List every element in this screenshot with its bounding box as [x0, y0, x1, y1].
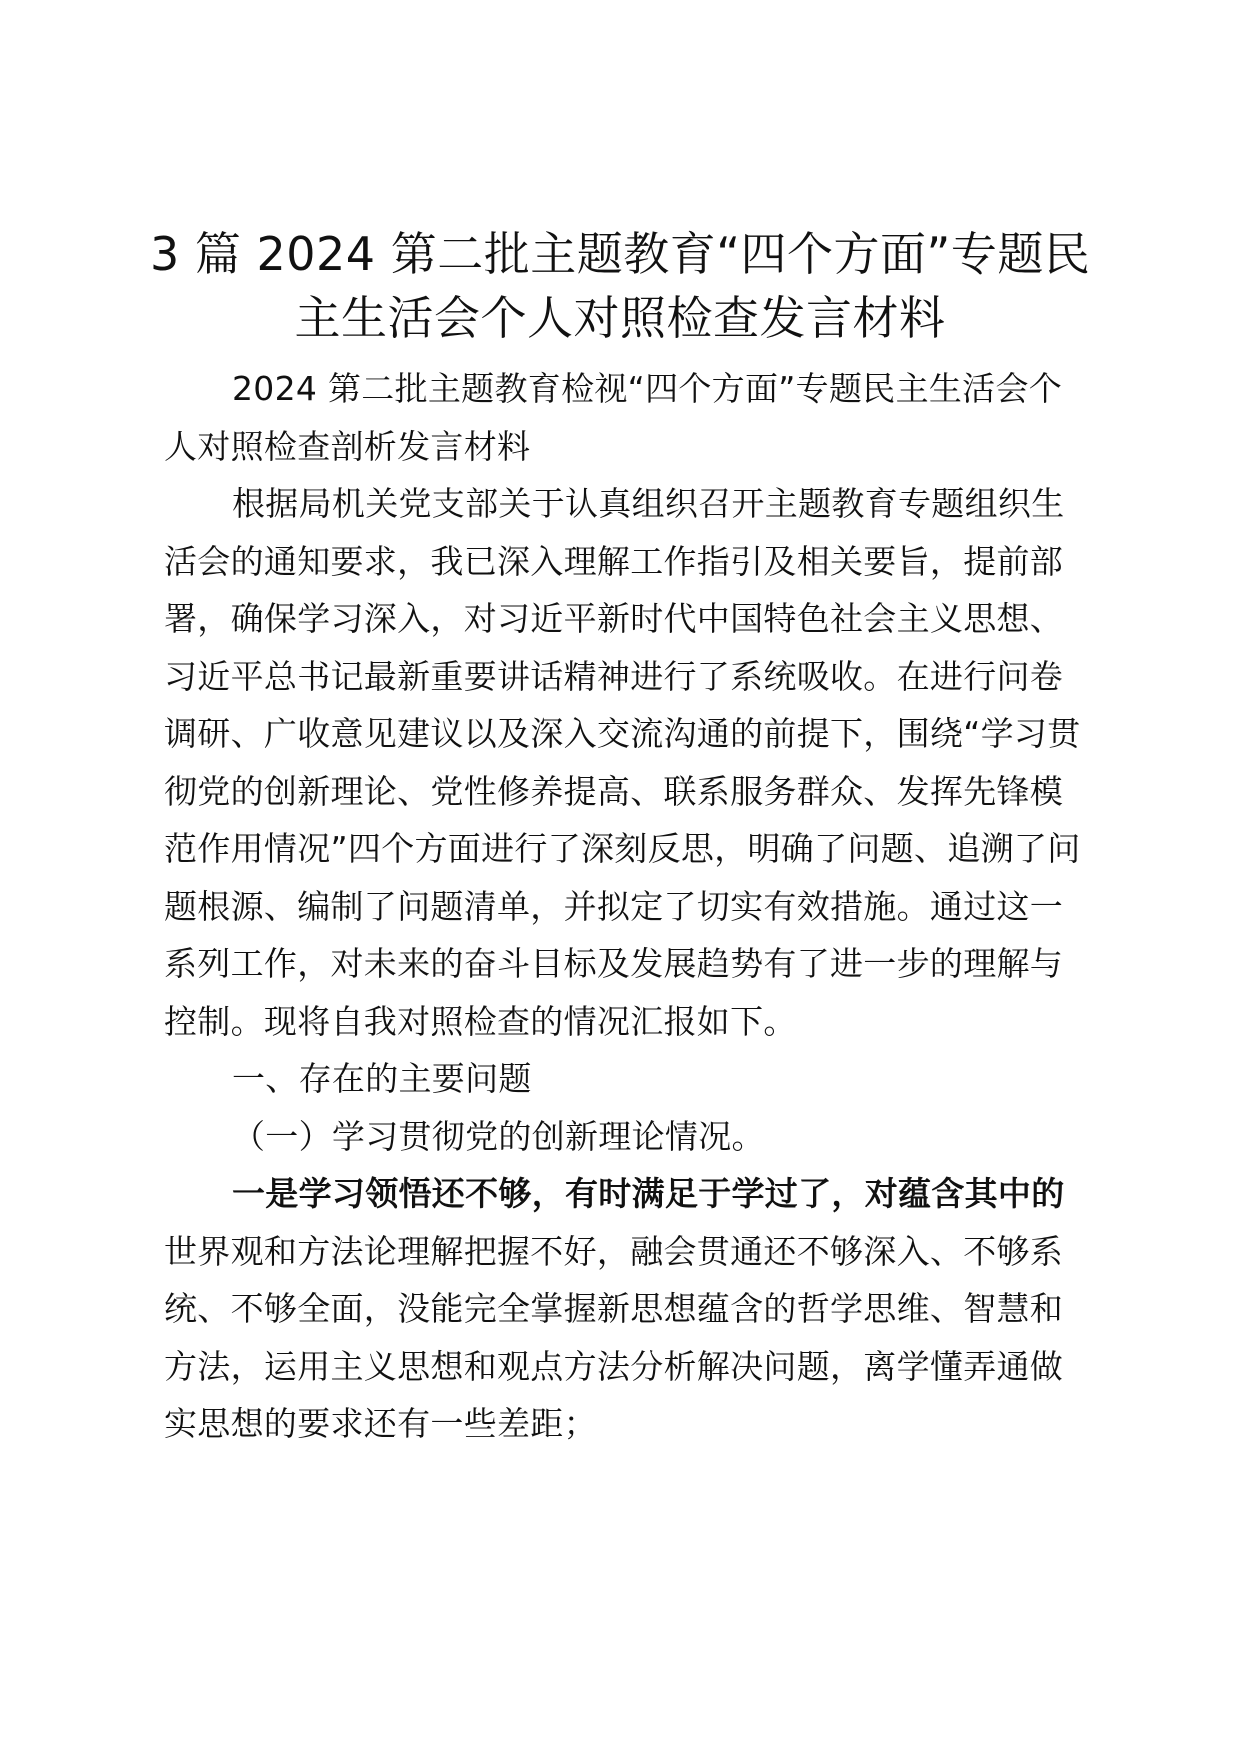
point-paragraph	[164, 1165, 1084, 1453]
paragraph-line: 世界观和方法论理解把握不好，融会贯通还不够深入、不够系	[164, 1231, 1064, 1271]
paragraph-line: 习近平总书记最新重要讲话精神进行了系统吸收。在进行问卷	[164, 656, 1064, 696]
paragraph-line: 实思想的要求还有一些差距；	[164, 1404, 597, 1443]
paragraph-line: 范作用情况”四个方面进行了深刻反思，明确了问题、追溯了问	[164, 829, 1081, 868]
paragraph-line: 统、不够全面，没能完全掌握新思想蕴含的哲学思维、智慧和	[164, 1289, 1064, 1328]
paragraph-line: 方法，运用主义思想和观点方法分析解决问题，离学懂弄通做	[164, 1346, 1064, 1386]
paragraph-line: 控制。现将自我对照检查的情况汇报如下。	[164, 1001, 797, 1041]
intro-paragraph	[164, 475, 1084, 1050]
section-heading: 一、存在的主要问题	[232, 1059, 532, 1098]
subsection-heading: （一）学习贯彻党的创新理论情况。	[232, 1116, 765, 1156]
paragraph-line: 题根源、编制了问题清单，并拟定了切实有效措施。通过这一	[164, 886, 1064, 926]
paragraph-line: 一是学习领悟还不够，有时满足于学过了，对蕴含其中的	[232, 1174, 1065, 1213]
document-title	[150, 222, 1090, 350]
subtitle-line: 2024 第二批主题教育检视“四个方面”专题民主生活会个	[232, 369, 1063, 408]
paragraph-line: 根据局机关党支部关于认真组织召开主题教育专题组织生	[232, 484, 1065, 523]
paragraph-line: 系列工作，对未来的奋斗目标及发展趋势有了进一步的理解与	[164, 944, 1064, 983]
paragraph-line: 调研、广收意见建议以及深入交流沟通的前提下，围绕“学习贯	[164, 714, 1081, 753]
title-line: 主生活会个人对照检查发言材料	[294, 291, 946, 345]
title-line: 3 篇 2024 第二批主题教育“四个方面”专题民	[150, 227, 1091, 281]
paragraph-line: 彻党的创新理论、党性修养提高、联系服务群众、发挥先锋模	[164, 771, 1064, 811]
paragraph-line: 活会的通知要求，我已深入理解工作指引及相关要旨，提前部	[164, 541, 1064, 581]
subtitle-paragraph	[164, 360, 1084, 475]
paragraph-line: 署，确保学习深入，对习近平新时代中国特色社会主义思想、	[164, 599, 1064, 638]
subtitle-line: 人对照检查剖析发言材料	[164, 426, 531, 466]
document-body	[164, 360, 1084, 1453]
